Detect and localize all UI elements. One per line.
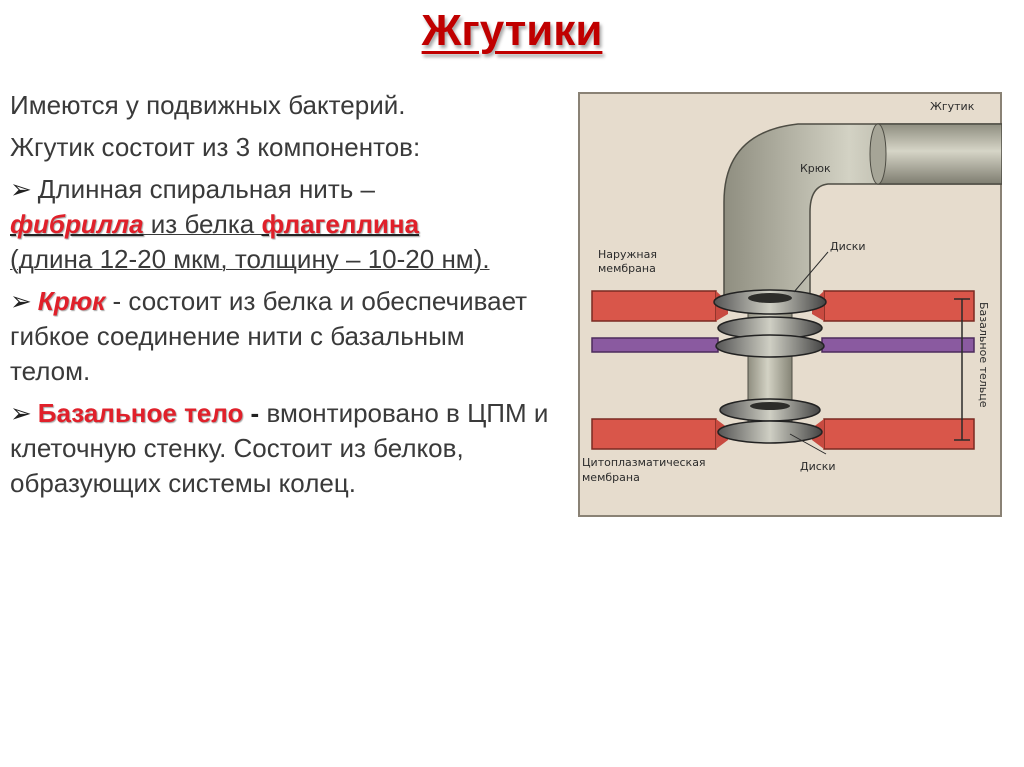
label-cytoplasmic-1: Цитоплазматическая <box>582 456 706 469</box>
ring-p <box>716 317 824 357</box>
label-cytoplasmic-2: мембрана <box>582 471 640 484</box>
term-basal-body: Базальное тело <box>37 398 244 428</box>
flagellum-diagram-svg <box>578 92 1002 517</box>
flagellum-diagram <box>578 92 1002 517</box>
label-outer-membrane-2: мембрана <box>598 262 656 275</box>
slide-title: Жгутики <box>421 6 603 55</box>
fibril-mid-text: из белка <box>143 209 262 239</box>
bullet-hook <box>10 284 550 389</box>
fibril-dimensions-text: (длина 12-20 мкм, толщину – 10-20 нм). <box>10 244 490 274</box>
label-hook: Крюк <box>800 162 831 175</box>
basal-body-description: вмонтировано в ЦПМ и клеточную стенку. Состоит из белков, образующих системы колец. <box>10 398 549 498</box>
term-hook: Крюк <box>37 286 106 316</box>
bullet-basal-body <box>10 396 550 501</box>
term-fibril: фибрилла <box>10 209 144 239</box>
ring-l <box>714 290 826 314</box>
arrow-bullet-icon: ➢ <box>10 286 32 316</box>
label-flagellum: Жгутик <box>930 100 975 113</box>
arrow-bullet-icon: ➢ <box>10 398 32 428</box>
arrow-bullet-icon: ➢ <box>10 174 32 204</box>
basal-body-dash: - <box>243 398 260 428</box>
label-outer-membrane-1: Наружная <box>598 248 657 261</box>
fibril-intro-text: Длинная спиральная нить – <box>37 174 375 204</box>
flagellum-filament <box>878 124 1002 184</box>
label-basal-body: Базальное тельце <box>977 302 990 408</box>
term-flagellin: флагеллина <box>261 209 420 239</box>
paragraph-components: Жгутик состоит из 3 компонентов: <box>10 132 421 162</box>
hook-description: - состоит из белка и обеспечивает гибкое соединение нити с базальным телом. <box>10 286 528 386</box>
slide-content <box>10 88 550 508</box>
ring-ms <box>718 399 822 443</box>
paragraph-motile-bacteria: Имеются у подвижных бактерий. <box>10 90 406 120</box>
bullet-fibril <box>10 172 550 277</box>
label-disks-bottom: Диски <box>800 460 836 473</box>
label-disks-top: Диски <box>830 240 866 253</box>
